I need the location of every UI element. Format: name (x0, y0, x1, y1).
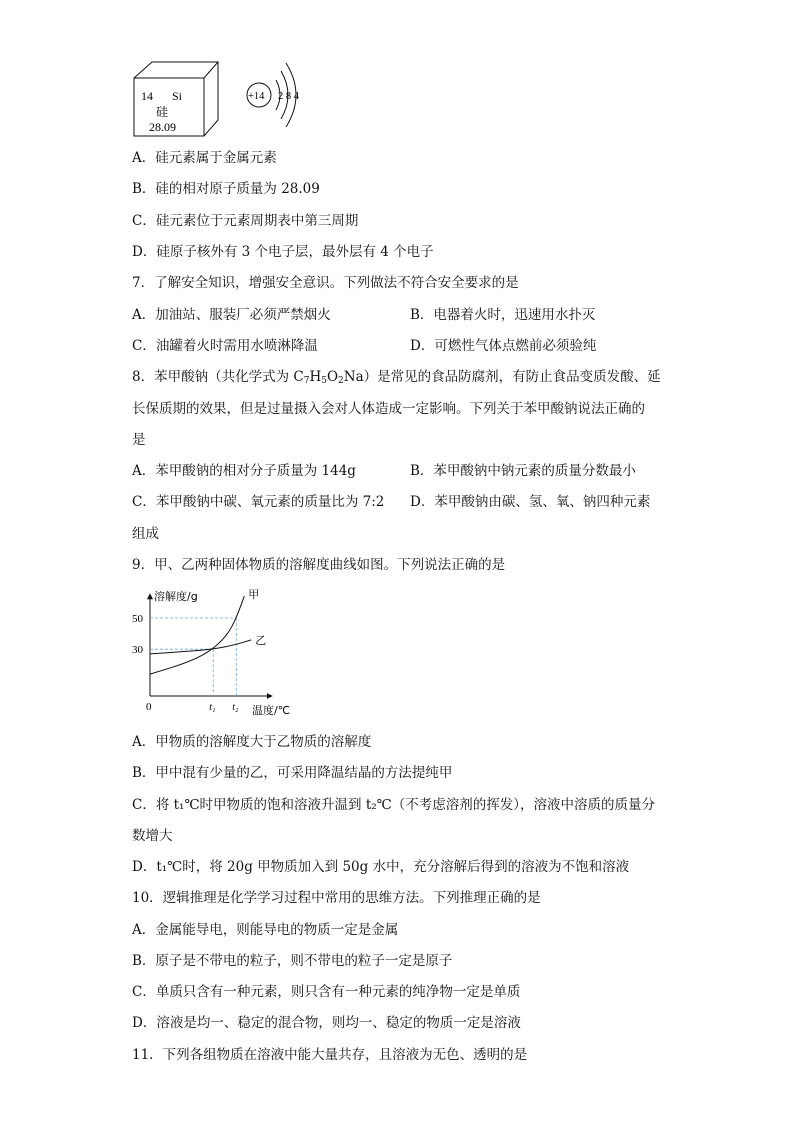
series-label-1: 甲 (248, 588, 260, 602)
q7-option-d: D．可燃性气体点燃前必须验纯 (410, 338, 597, 354)
formula-subscript: 7 (303, 376, 310, 386)
series-curve-2 (150, 640, 251, 654)
q7-option-b: B．电器着火时，迅速用水扑灭 (410, 307, 596, 323)
tile-name: 硅 (156, 105, 169, 119)
q8-stem-line1 (132, 368, 661, 390)
q6-option-c: C．硅元素位于元素周期表中第三周期 (132, 213, 359, 229)
q9-option-d: D．t₁℃时，将 20g 甲物质加入到 50g 水中，充分溶解后得到的溶液为不饱和溶液 (132, 859, 630, 875)
q8-stem-line3: 是 (132, 432, 146, 448)
tile-atomic-mass: 28.09 (149, 120, 176, 134)
nucleus-charge: +14 (248, 91, 265, 102)
origin-label: 0 (146, 701, 152, 713)
y-axis-label: 溶解度/g (154, 590, 198, 603)
tile-symbol: Si (172, 89, 183, 103)
x-axis-label: 温度/℃ (252, 704, 291, 717)
q8-stem-line2: 长保质期的效果，但是过量摄入会对人体造成一定影响。下列关于苯甲酸钠说法正确的 (132, 401, 645, 417)
q9-option-c: C．将 t₁℃时甲物质的饱和溶液升温到 t₂℃（不考虑溶剂的挥发），溶液中溶质的质量分 (132, 797, 656, 813)
formula-part: O (326, 369, 339, 385)
x-tick-label-1: t₁ (209, 702, 216, 713)
q10-option-d: D．溶液是均一、稳定的混合物，则均一、稳定的物质一定是溶液 (132, 1015, 521, 1031)
q9-option-c-continued: 数增大 (132, 828, 173, 844)
chart-layer (132, 588, 266, 713)
formula-part: H (309, 369, 322, 385)
q8-option-d: D．苯甲酸钠由碳、氢、氧、钠四种元素 (410, 494, 651, 510)
q9-stem: 9．甲、乙两种固体物质的溶解度曲线如图。下列说法正确的是 (132, 557, 506, 573)
q7-stem: 7．了解安全知识，增强安全意识。下列做法不符合安全要求的是 (132, 275, 519, 291)
q6-option-a: A．硅元素属于金属元素 (132, 150, 277, 166)
q9-option-a: A．甲物质的溶解度大于乙物质的溶解度 (132, 734, 372, 750)
x-tick-label-2: t₂ (232, 702, 239, 713)
q7-option-a: A．加油站、服装厂必须严禁烟火 (132, 307, 331, 323)
q10-option-a: A．金属能导电，则能导电的物质一定是金属 (132, 922, 399, 938)
q8-option-d-continued: 组成 (132, 526, 159, 542)
q6-option-d: D．硅原子核外有 3 个电子层，最外层有 4 个电子 (132, 244, 434, 260)
q8-option-b: B．苯甲酸钠中钠元素的质量分数最小 (410, 463, 636, 479)
q10-option-c: C．单质只含有一种元素，则只含有一种元素的纯净物一定是单质 (132, 984, 521, 1000)
atom-structure-diagram (247, 63, 300, 127)
q8-option-a: A．苯甲酸钠的相对分子质量为 144g (132, 463, 356, 479)
series-curve-1 (150, 596, 244, 674)
q8-stem-text: Na）是常见的食品防腐剂，有防止食品变质发酸、延 (343, 369, 661, 385)
tile-atomic-number: 14 (141, 89, 153, 103)
q10-option-b: B．原子是不带电的粒子，则不带电的粒子一定是原子 (132, 953, 453, 969)
solubility-chart (132, 588, 310, 718)
q10-stem: 10．逻辑推理是化学学习过程中常用的思维方法。下列推理正确的是 (132, 890, 541, 906)
q11-stem: 11．下列各组物质在溶液中能大量共存，且溶液为无色、透明的是 (132, 1047, 528, 1063)
series-label-2: 乙 (255, 633, 267, 647)
q7-option-c: C．油罐着火时需用水喷淋降温 (132, 338, 318, 354)
y-tick-label-50: 50 (132, 613, 143, 625)
q6-option-b: B．硅的相对原子质量为 28.09 (132, 181, 320, 197)
q9-option-b: B．甲中混有少量的乙，可采用降温结晶的方法提纯甲 (132, 765, 453, 781)
y-tick-label-30: 30 (132, 644, 143, 657)
silicon-figure (128, 60, 328, 142)
q8-option-c: C．苯甲酸钠中碳、氧元素的质量比为 7:2 (132, 494, 385, 510)
q8-stem-text: 8．苯甲酸钠（共化学式为 C (132, 369, 304, 385)
formula-subscript: 2 (338, 376, 344, 386)
electron-shells: 2 8 4 (278, 91, 299, 102)
formula-subscript: 5 (321, 376, 327, 386)
